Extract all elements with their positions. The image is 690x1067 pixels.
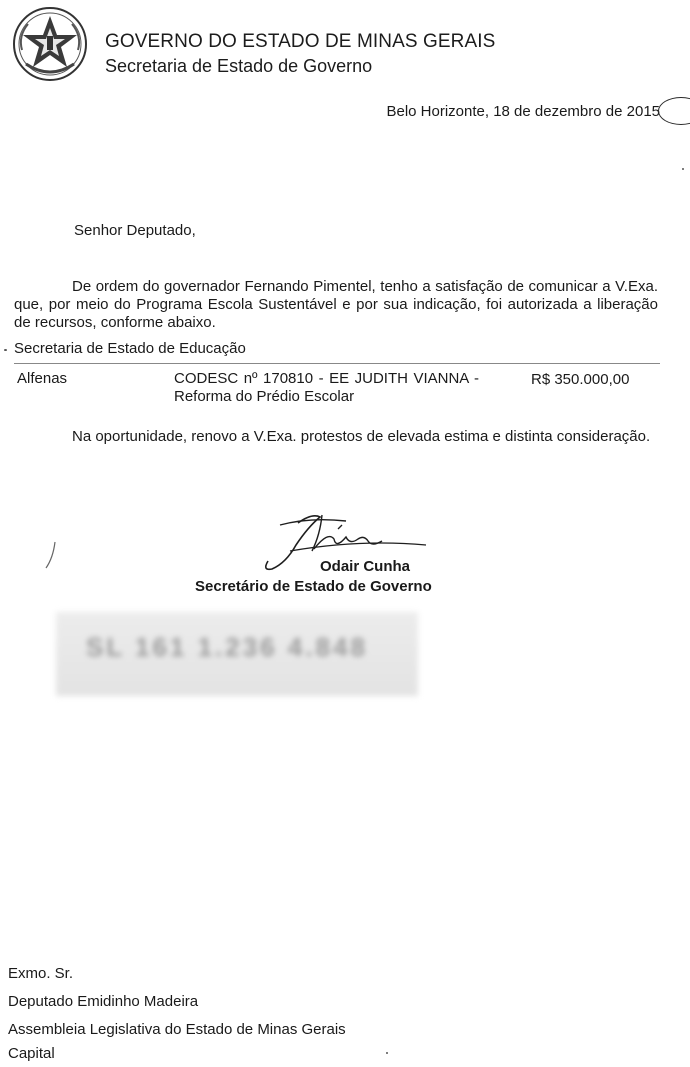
recipient-name: Deputado Emidinho Madeira (8, 993, 199, 1010)
allocation-project: CODESC nº 170810 - EE JUDITH VIANNA - Reforma do Prédio Escolar (174, 370, 479, 405)
year-circle-mark (658, 97, 690, 125)
blurred-stamp (56, 612, 418, 696)
recipient-city: Capital (8, 1045, 55, 1062)
signer-title: Secretário de Estado de Governo (195, 578, 432, 595)
scan-speck (4, 349, 7, 351)
scan-speck (682, 168, 684, 170)
paragraph-closing: Na oportunidade, renovo a V.Exa. protestos de elevada estima e distinta consideração. (72, 428, 651, 445)
salutation: Senhor Deputado, (74, 222, 196, 239)
scan-speck (386, 1052, 388, 1054)
allocation-amount: R$ 350.000,00 (531, 371, 630, 388)
government-name: GOVERNO DO ESTADO DE MINAS GERAIS (105, 31, 496, 52)
date-text: Belo Horizonte, 18 de dezembro de 2015 (386, 103, 660, 120)
date-line (386, 103, 660, 120)
secretariat-name: Secretaria de Estado de Governo (105, 56, 373, 76)
stray-pen-mark (44, 540, 58, 570)
signer-name: Odair Cunha (319, 558, 410, 575)
recipient-honorific: Exmo. Sr. (8, 965, 74, 982)
handwritten-mark-icon (686, 75, 690, 119)
paragraph-authorization: De ordem do governador Fernando Pimentel, tenho a satisfação de comunicar a V.Exa. que, por meio do Programa Escola Sustentável e por sua indicação, foi autorizada a liberação de recursos, conforme abaixo. (14, 278, 658, 331)
recipient-institution: Assembleia Legislativa do Estado de Minas Gerais (8, 1021, 346, 1038)
department-heading: Secretaria de Estado de Educação (14, 340, 246, 357)
allocation-city: Alfenas (17, 370, 68, 387)
stamp-text: SL 161 1.236 4.848 (86, 632, 368, 662)
table-divider (14, 363, 660, 364)
coat-of-arms-icon (12, 6, 88, 82)
